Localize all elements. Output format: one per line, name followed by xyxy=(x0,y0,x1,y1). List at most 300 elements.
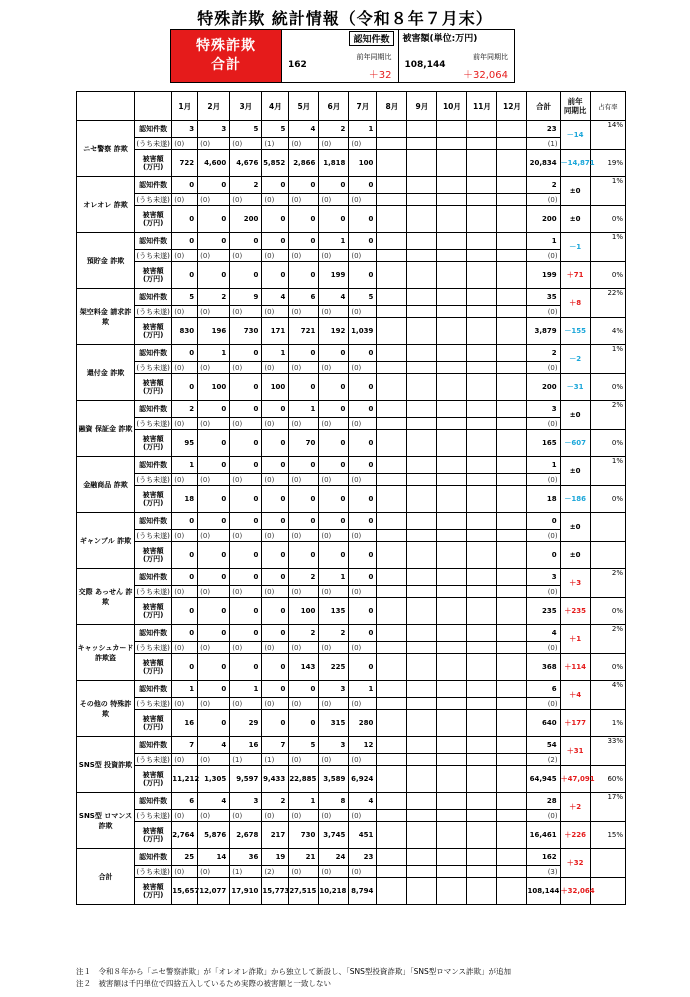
damage-cell: 0 xyxy=(172,374,198,401)
table-row xyxy=(77,374,626,401)
attempt-cell: (1) xyxy=(262,754,289,766)
empty-cell xyxy=(407,306,437,318)
row-label-damage: 被害額 (万円) xyxy=(135,542,172,569)
count-cell: 0 xyxy=(230,233,262,250)
row-label-attempt: (うち未遂) xyxy=(136,251,170,260)
row-label-damage: 被害額 (万円) xyxy=(135,150,172,177)
count-cell: 6 xyxy=(289,289,319,306)
table-row xyxy=(77,737,626,754)
empty-cell xyxy=(407,194,437,206)
empty-cell xyxy=(437,486,467,513)
empty-cell xyxy=(497,598,527,625)
table-row xyxy=(77,810,626,822)
count-cell: 3 xyxy=(230,793,262,810)
category-name: オレオレ 詐欺 xyxy=(77,177,135,233)
empty-cell xyxy=(407,866,437,878)
empty-cell xyxy=(407,362,437,374)
empty-cell xyxy=(467,654,497,681)
header-type xyxy=(135,92,172,121)
empty-cell xyxy=(467,138,497,150)
empty-cell xyxy=(467,318,497,345)
damage-cell: 0 xyxy=(230,598,262,625)
empty-cell xyxy=(497,306,527,318)
row-label-damage: 被害額 (万円) xyxy=(135,654,172,681)
row-label-attempt: (うち未遂) xyxy=(136,587,170,596)
empty-cell xyxy=(407,681,437,698)
count-cell: 1 xyxy=(230,681,262,698)
empty-cell xyxy=(437,513,467,530)
damage-cell: 217 xyxy=(262,822,289,849)
count-yoy: ＋3 xyxy=(560,569,590,598)
damage-cell: 100 xyxy=(349,150,377,177)
count-cell: 8 xyxy=(319,793,349,810)
count-share: 1% xyxy=(590,345,625,374)
count-yoy: ±0 xyxy=(560,457,590,486)
damage-share xyxy=(590,542,625,569)
header-category xyxy=(77,92,135,121)
empty-cell xyxy=(467,289,497,306)
empty-cell xyxy=(497,569,527,586)
empty-cell xyxy=(467,766,497,793)
damage-cell: 9,433 xyxy=(262,766,289,793)
count-cell: 2 xyxy=(289,625,319,642)
table-row xyxy=(77,121,626,138)
empty-cell xyxy=(377,866,407,878)
count-cell: 1 xyxy=(349,121,377,138)
empty-cell xyxy=(377,849,407,866)
empty-cell xyxy=(437,542,467,569)
category-name: SNS型 投資詐欺 xyxy=(77,737,135,793)
damage-cell: 0 xyxy=(262,430,289,457)
damage-cell: 0 xyxy=(198,654,230,681)
empty-cell xyxy=(377,598,407,625)
empty-cell xyxy=(437,418,467,430)
damage-cell: 15,773 xyxy=(262,878,289,905)
header-month: 3月 xyxy=(230,92,262,121)
empty-cell xyxy=(437,793,467,810)
count-cell: 0 xyxy=(172,569,198,586)
empty-cell xyxy=(407,822,437,849)
attempt-cell: (0) xyxy=(319,474,349,486)
empty-cell xyxy=(377,418,407,430)
empty-cell xyxy=(377,206,407,233)
summary-count-value: 162 xyxy=(288,60,307,70)
damage-cell: 135 xyxy=(319,598,349,625)
damage-cell: 1,305 xyxy=(198,766,230,793)
statistics-table xyxy=(76,91,626,905)
count-cell: 0 xyxy=(230,345,262,362)
empty-cell xyxy=(437,625,467,642)
row-label-damage: 被害額 (万円) xyxy=(135,430,172,457)
damage-yoy: －186 xyxy=(560,486,590,513)
count-cell: 0 xyxy=(349,233,377,250)
count-share: 2% xyxy=(590,401,625,430)
damage-total: 108,144 xyxy=(527,878,560,905)
table-row xyxy=(77,318,626,345)
damage-cell: 315 xyxy=(319,710,349,737)
row-label-count: 認知件数 xyxy=(135,401,172,418)
category-name: 還付金 詐欺 xyxy=(77,345,135,401)
count-cell: 0 xyxy=(319,177,349,194)
empty-cell xyxy=(377,530,407,542)
empty-cell xyxy=(497,822,527,849)
damage-cell: 27,515 xyxy=(289,878,319,905)
damage-total: 368 xyxy=(527,654,560,681)
attempt-total: (0) xyxy=(527,474,560,486)
damage-cell: 721 xyxy=(289,318,319,345)
damage-yoy: ＋47,091 xyxy=(560,766,590,793)
attempt-cell: (0) xyxy=(289,530,319,542)
damage-cell: 9,597 xyxy=(230,766,262,793)
count-yoy: －2 xyxy=(560,345,590,374)
row-label-count: 認知件数 xyxy=(135,793,172,810)
empty-cell xyxy=(467,345,497,362)
summary-damage-block xyxy=(398,30,515,82)
empty-cell xyxy=(497,542,527,569)
attempt-cell: (0) xyxy=(198,810,230,822)
attempt-cell: (0) xyxy=(230,138,262,150)
empty-cell xyxy=(497,530,527,542)
damage-cell: 5,852 xyxy=(262,150,289,177)
damage-cell: 143 xyxy=(289,654,319,681)
count-cell: 0 xyxy=(262,625,289,642)
table-row xyxy=(77,625,626,642)
attempt-cell: (0) xyxy=(230,642,262,654)
empty-cell xyxy=(467,542,497,569)
attempt-cell: (0) xyxy=(319,250,349,262)
count-cell: 36 xyxy=(230,849,262,866)
empty-cell xyxy=(407,374,437,401)
attempt-cell: (0) xyxy=(172,530,198,542)
damage-cell: 2,678 xyxy=(230,822,262,849)
damage-cell: 6,924 xyxy=(349,766,377,793)
damage-cell: 0 xyxy=(349,206,377,233)
attempt-cell: (0) xyxy=(172,586,198,598)
empty-cell xyxy=(407,177,437,194)
empty-cell xyxy=(497,206,527,233)
count-cell: 2 xyxy=(319,625,349,642)
attempt-cell: (0) xyxy=(262,586,289,598)
damage-yoy: ＋32,064 xyxy=(560,878,590,905)
empty-cell xyxy=(437,569,467,586)
empty-cell xyxy=(467,177,497,194)
empty-cell xyxy=(437,289,467,306)
row-label-attempt: (うち未遂) xyxy=(136,195,170,204)
count-cell: 0 xyxy=(262,401,289,418)
empty-cell xyxy=(437,681,467,698)
count-cell: 5 xyxy=(289,737,319,754)
damage-cell: 0 xyxy=(172,262,198,289)
empty-cell xyxy=(497,486,527,513)
empty-cell xyxy=(377,474,407,486)
damage-cell: 0 xyxy=(289,710,319,737)
count-total: 3 xyxy=(527,401,560,418)
empty-cell xyxy=(467,754,497,766)
attempt-cell: (0) xyxy=(319,810,349,822)
attempt-cell: (0) xyxy=(349,586,377,598)
empty-cell xyxy=(467,866,497,878)
header-month: 4月 xyxy=(262,92,289,121)
damage-cell: 192 xyxy=(319,318,349,345)
count-cell: 0 xyxy=(349,513,377,530)
count-total: 2 xyxy=(527,345,560,362)
empty-cell xyxy=(407,625,437,642)
empty-cell xyxy=(377,737,407,754)
empty-cell xyxy=(437,642,467,654)
attempt-cell: (0) xyxy=(198,474,230,486)
attempt-cell: (0) xyxy=(230,306,262,318)
count-yoy: ±0 xyxy=(560,401,590,430)
count-cell: 1 xyxy=(319,569,349,586)
row-label-damage: 被害額 (万円) xyxy=(135,318,172,345)
count-cell: 4 xyxy=(262,289,289,306)
count-total: 1 xyxy=(527,233,560,250)
header-month: 2月 xyxy=(198,92,230,121)
count-cell: 2 xyxy=(230,177,262,194)
damage-share: 0% xyxy=(590,598,625,625)
empty-cell xyxy=(467,598,497,625)
empty-cell xyxy=(437,586,467,598)
attempt-cell: (0) xyxy=(198,754,230,766)
table-row xyxy=(77,177,626,194)
damage-total: 18 xyxy=(527,486,560,513)
damage-yoy: ＋235 xyxy=(560,598,590,625)
count-cell: 0 xyxy=(319,401,349,418)
damage-cell: 0 xyxy=(319,430,349,457)
attempt-cell: (1) xyxy=(262,138,289,150)
count-cell: 0 xyxy=(289,233,319,250)
empty-cell xyxy=(467,457,497,474)
empty-cell xyxy=(377,289,407,306)
count-yoy: ＋32 xyxy=(560,849,590,878)
empty-cell xyxy=(467,430,497,457)
empty-cell xyxy=(467,121,497,138)
count-yoy: －14 xyxy=(560,121,590,150)
empty-cell xyxy=(467,822,497,849)
empty-cell xyxy=(467,194,497,206)
empty-cell xyxy=(437,710,467,737)
attempt-cell: (0) xyxy=(319,586,349,598)
attempt-cell: (0) xyxy=(262,698,289,710)
count-cell: 24 xyxy=(319,849,349,866)
row-label-attempt: (うち未遂) xyxy=(136,419,170,428)
header-month: 8月 xyxy=(377,92,407,121)
empty-cell xyxy=(437,150,467,177)
empty-cell xyxy=(467,569,497,586)
damage-yoy: －31 xyxy=(560,374,590,401)
damage-yoy: ＋114 xyxy=(560,654,590,681)
damage-cell: 0 xyxy=(319,374,349,401)
damage-cell: 0 xyxy=(289,374,319,401)
attempt-cell: (0) xyxy=(230,586,262,598)
empty-cell xyxy=(377,362,407,374)
damage-total: 200 xyxy=(527,374,560,401)
empty-cell xyxy=(407,642,437,654)
damage-cell: 100 xyxy=(262,374,289,401)
damage-share: 0% xyxy=(590,430,625,457)
empty-cell xyxy=(377,586,407,598)
damage-yoy: －607 xyxy=(560,430,590,457)
empty-cell xyxy=(497,138,527,150)
attempt-cell: (0) xyxy=(172,698,198,710)
empty-cell xyxy=(377,486,407,513)
count-total: 162 xyxy=(527,849,560,866)
count-cell: 3 xyxy=(172,121,198,138)
attempt-total: (0) xyxy=(527,586,560,598)
empty-cell xyxy=(377,177,407,194)
empty-cell xyxy=(437,362,467,374)
attempt-cell: (0) xyxy=(349,754,377,766)
table-row xyxy=(77,878,626,905)
damage-cell: 0 xyxy=(198,206,230,233)
attempt-cell: (0) xyxy=(289,866,319,878)
attempt-cell: (0) xyxy=(172,642,198,654)
attempt-cell: (0) xyxy=(262,306,289,318)
attempt-cell: (0) xyxy=(198,250,230,262)
empty-cell xyxy=(497,642,527,654)
empty-cell xyxy=(467,625,497,642)
table-row xyxy=(77,530,626,542)
empty-cell xyxy=(437,530,467,542)
damage-cell: 0 xyxy=(230,262,262,289)
attempt-cell: (2) xyxy=(262,866,289,878)
category-name: 交際 あっせん 詐欺 xyxy=(77,569,135,625)
empty-cell xyxy=(437,121,467,138)
empty-cell xyxy=(437,206,467,233)
empty-cell xyxy=(377,345,407,362)
count-total: 28 xyxy=(527,793,560,810)
empty-cell xyxy=(407,430,437,457)
table-row xyxy=(77,849,626,866)
empty-cell xyxy=(497,150,527,177)
empty-cell xyxy=(497,810,527,822)
count-cell: 9 xyxy=(230,289,262,306)
damage-cell: 0 xyxy=(198,262,230,289)
count-yoy: ＋1 xyxy=(560,625,590,654)
table-row xyxy=(77,289,626,306)
empty-cell xyxy=(497,766,527,793)
damage-cell: 196 xyxy=(198,318,230,345)
count-cell: 0 xyxy=(172,513,198,530)
damage-cell: 0 xyxy=(289,486,319,513)
attempt-cell: (0) xyxy=(198,866,230,878)
empty-cell xyxy=(437,374,467,401)
count-total: 23 xyxy=(527,121,560,138)
damage-share: 15% xyxy=(590,822,625,849)
header-month: 5月 xyxy=(289,92,319,121)
count-share: 4% xyxy=(590,681,625,710)
empty-cell xyxy=(437,810,467,822)
damage-cell: 2,764 xyxy=(172,822,198,849)
empty-cell xyxy=(437,654,467,681)
empty-cell xyxy=(497,262,527,289)
count-cell: 2 xyxy=(172,401,198,418)
empty-cell xyxy=(467,306,497,318)
damage-cell: 225 xyxy=(319,654,349,681)
attempt-cell: (0) xyxy=(172,754,198,766)
count-cell: 1 xyxy=(319,233,349,250)
damage-cell: 0 xyxy=(319,206,349,233)
attempt-cell: (0) xyxy=(289,754,319,766)
attempt-cell: (0) xyxy=(349,418,377,430)
empty-cell xyxy=(467,233,497,250)
attempt-cell: (0) xyxy=(230,418,262,430)
header-yoy: 前年 同期比 xyxy=(560,92,590,121)
damage-cell: 0 xyxy=(289,542,319,569)
empty-cell xyxy=(377,138,407,150)
empty-cell xyxy=(407,233,437,250)
empty-cell xyxy=(437,177,467,194)
empty-cell xyxy=(377,233,407,250)
count-yoy: ＋31 xyxy=(560,737,590,766)
attempt-cell: (0) xyxy=(262,418,289,430)
attempt-cell: (0) xyxy=(262,194,289,206)
empty-cell xyxy=(407,121,437,138)
attempt-cell: (1) xyxy=(230,754,262,766)
row-label-count: 認知件数 xyxy=(135,289,172,306)
damage-share: 0% xyxy=(590,486,625,513)
damage-cell: 5,876 xyxy=(198,822,230,849)
damage-cell: 10,218 xyxy=(319,878,349,905)
empty-cell xyxy=(437,698,467,710)
empty-cell xyxy=(437,866,467,878)
attempt-cell: (0) xyxy=(319,754,349,766)
empty-cell xyxy=(377,642,407,654)
count-cell: 1 xyxy=(349,681,377,698)
damage-total: 64,945 xyxy=(527,766,560,793)
empty-cell xyxy=(467,374,497,401)
attempt-cell: (0) xyxy=(289,586,319,598)
count-cell: 1 xyxy=(262,345,289,362)
count-cell: 5 xyxy=(230,121,262,138)
count-cell: 0 xyxy=(289,177,319,194)
count-cell: 2 xyxy=(198,289,230,306)
attempt-cell: (1) xyxy=(230,866,262,878)
empty-cell xyxy=(377,250,407,262)
count-cell: 0 xyxy=(262,569,289,586)
attempt-cell: (0) xyxy=(172,306,198,318)
table-row xyxy=(77,345,626,362)
damage-cell: 0 xyxy=(262,486,289,513)
count-cell: 0 xyxy=(172,345,198,362)
damage-cell: 0 xyxy=(230,486,262,513)
count-share: 33% xyxy=(590,737,625,766)
empty-cell xyxy=(497,878,527,905)
table-row xyxy=(77,822,626,849)
count-cell: 0 xyxy=(289,457,319,474)
empty-cell xyxy=(437,878,467,905)
empty-cell xyxy=(497,654,527,681)
count-cell: 5 xyxy=(349,289,377,306)
empty-cell xyxy=(467,878,497,905)
row-label-attempt: (うち未遂) xyxy=(136,811,170,820)
empty-cell xyxy=(437,457,467,474)
empty-cell xyxy=(497,121,527,138)
summary-damage-value: 108,144 xyxy=(404,60,446,70)
attempt-total: (0) xyxy=(527,194,560,206)
row-label-count: 認知件数 xyxy=(135,513,172,530)
category-name: SNS型 ロマンス詐欺 xyxy=(77,793,135,849)
damage-cell: 0 xyxy=(262,206,289,233)
attempt-total: (0) xyxy=(527,530,560,542)
empty-cell xyxy=(497,233,527,250)
attempt-cell: (0) xyxy=(198,138,230,150)
attempt-cell: (0) xyxy=(289,138,319,150)
empty-cell xyxy=(497,177,527,194)
attempt-cell: (0) xyxy=(172,866,198,878)
table-row xyxy=(77,457,626,474)
table-row xyxy=(77,486,626,513)
